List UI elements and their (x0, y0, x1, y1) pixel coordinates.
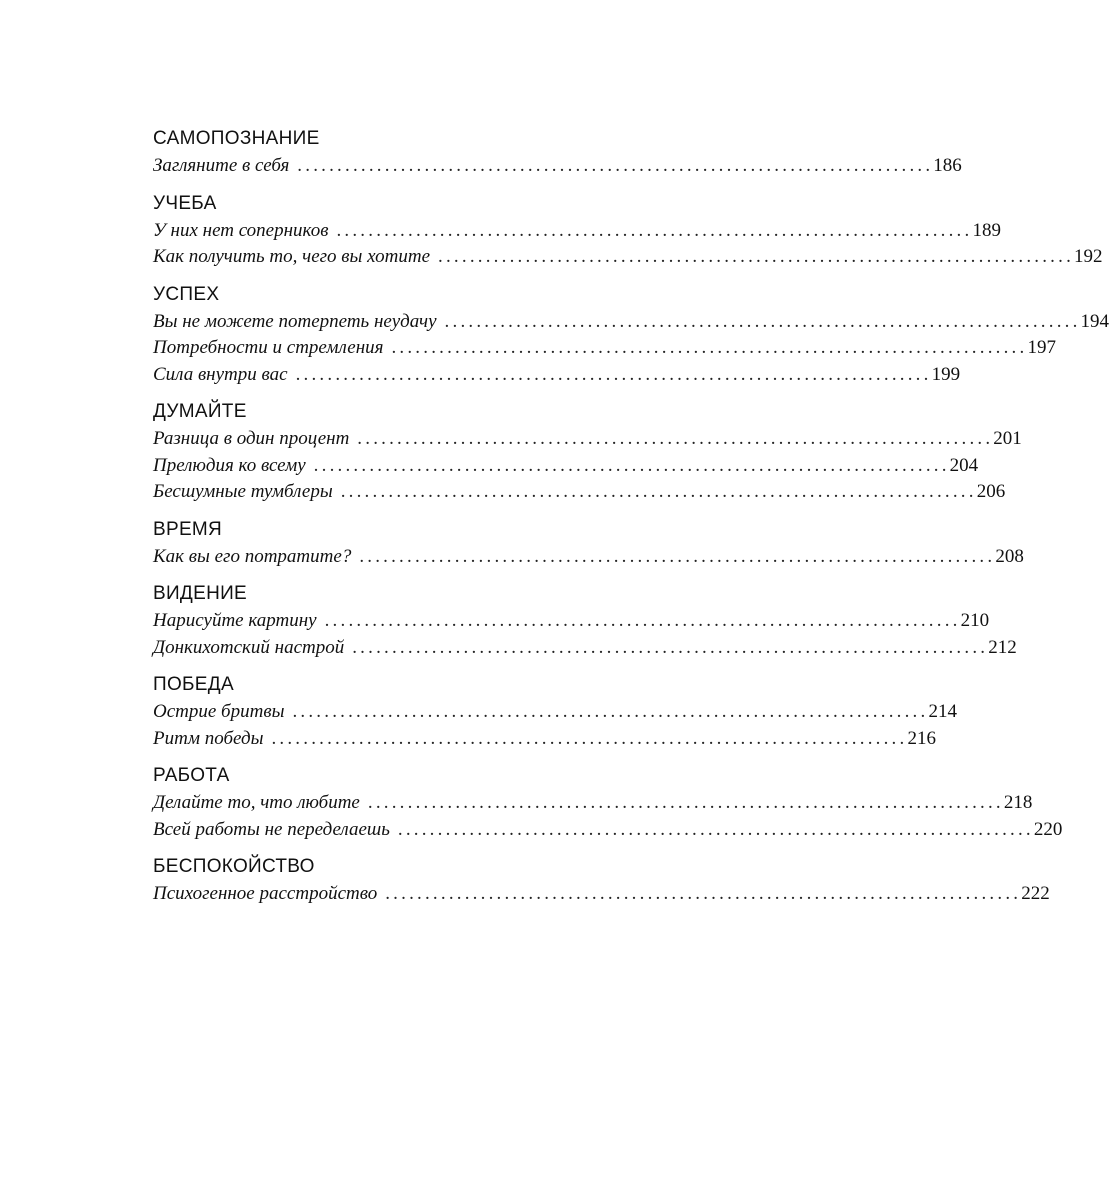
section-heading: БЕСПОКОЙСТВО (153, 856, 315, 877)
entry-title: Потребности и стремления (153, 337, 384, 358)
dot-leader: ................................................................................ (292, 701, 929, 722)
toc-entry[interactable] (153, 817, 1063, 844)
page-number: 201 (993, 428, 1022, 449)
dot-leader: ................................................................................ (444, 310, 1081, 332)
dot-leader: ................................................................................ (385, 883, 1022, 904)
section-heading: САМОПОЗНАНИЕ (153, 128, 320, 149)
toc-entry[interactable] (153, 244, 1103, 271)
entry-title: У них нет соперников (153, 219, 329, 241)
toc-section-ucheba (153, 190, 1103, 271)
toc-section-videnie (153, 580, 1017, 661)
page-number: 216 (907, 727, 936, 749)
toc-entry[interactable] (153, 153, 962, 180)
section-heading: ВИДЕНИЕ (153, 583, 248, 604)
entry-title: Прелюдия ко всему (153, 454, 306, 476)
dot-leader: ................................................................................ (391, 337, 1028, 358)
toc-entry[interactable] (153, 699, 957, 726)
entry-title: Острие бритвы (153, 701, 285, 722)
page-number: 208 (995, 545, 1024, 567)
entry-title: Как вы его потратите? (153, 545, 352, 567)
dot-leader: ................................................................................ (336, 219, 973, 241)
dot-leader: ................................................................................ (340, 481, 977, 502)
toc-entry[interactable] (153, 453, 979, 480)
dot-leader: ................................................................................ (367, 792, 1004, 813)
toc-entry[interactable] (153, 309, 1109, 336)
section-heading: ДУМАЙТЕ (153, 401, 247, 422)
toc-entry[interactable] (153, 790, 1033, 817)
section-heading: УЧЕБА (153, 192, 217, 214)
page-number: 186 (933, 155, 962, 176)
entry-title: Бесшумные тумблеры (153, 481, 333, 502)
dot-leader: ................................................................................ (359, 545, 996, 567)
toc-section-dumayte (153, 398, 1022, 506)
toc-section-rabota (153, 762, 1063, 843)
dot-leader: ................................................................................ (397, 818, 1034, 840)
entry-title: Загляните в себя (153, 155, 290, 176)
toc-section-vremya (153, 516, 1024, 571)
entry-title: Донкихотский настрой (153, 636, 345, 658)
page-number: 210 (960, 610, 990, 631)
page-number: 192 (1074, 246, 1103, 267)
entry-title: Вы не можете потерпеть неудачу (153, 310, 437, 332)
toc-section-uspekh (153, 281, 1109, 389)
toc-entry[interactable] (153, 608, 990, 635)
entry-title: Психогенное расстройство (153, 883, 378, 904)
dot-leader: ................................................................................ (271, 727, 908, 749)
toc-entry[interactable] (153, 881, 1050, 908)
toc-section-bespokoystvo (153, 853, 1050, 908)
dot-leader: ................................................................................ (357, 428, 994, 449)
dot-leader: ................................................................................ (297, 155, 934, 176)
entry-title: Сила внутри вас (153, 363, 288, 385)
table-of-contents (153, 125, 1109, 918)
entry-title: Ритм победы (153, 727, 264, 749)
section-heading: ВРЕМЯ (153, 518, 223, 540)
section-heading: РАБОТА (153, 765, 230, 786)
page-number: 222 (1021, 883, 1050, 904)
page-number: 206 (976, 481, 1006, 502)
entry-title: Делайте то, что любите (153, 792, 360, 813)
page-number: 214 (928, 701, 957, 722)
dot-leader: ................................................................................ (438, 246, 1075, 267)
page-number: 220 (1033, 818, 1063, 840)
page-number: 218 (1003, 792, 1033, 813)
toc-entry[interactable] (153, 479, 1006, 506)
page-number: 199 (931, 363, 961, 385)
dot-leader: ................................................................................ (352, 636, 989, 658)
section-heading: ПОБЕДА (153, 674, 234, 695)
toc-entry[interactable] (153, 362, 961, 389)
page-number: 189 (972, 219, 1001, 241)
toc-entry[interactable] (153, 726, 936, 753)
page-number: 194 (1080, 310, 1109, 332)
toc-entry[interactable] (153, 218, 1001, 245)
entry-title: Как получить то, чего вы хотите (153, 246, 431, 267)
toc-section-pobeda (153, 671, 957, 752)
toc-entry[interactable] (153, 544, 1024, 571)
section-heading: УСПЕХ (153, 283, 220, 305)
toc-entry[interactable] (153, 426, 1022, 453)
page-number: 212 (988, 636, 1017, 658)
dot-leader: ................................................................................ (313, 454, 950, 476)
toc-section-samopoznanie (153, 125, 962, 180)
dot-leader: ................................................................................ (295, 363, 932, 385)
toc-entry[interactable] (153, 635, 1017, 662)
dot-leader: ................................................................................ (324, 610, 961, 631)
entry-title: Всей работы не переделаешь (153, 818, 390, 840)
entry-title: Разница в один процент (153, 428, 350, 449)
page-number: 204 (949, 454, 979, 476)
entry-title: Нарисуйте картину (153, 610, 317, 631)
toc-entry[interactable] (153, 335, 1056, 362)
page-number: 197 (1027, 337, 1056, 358)
